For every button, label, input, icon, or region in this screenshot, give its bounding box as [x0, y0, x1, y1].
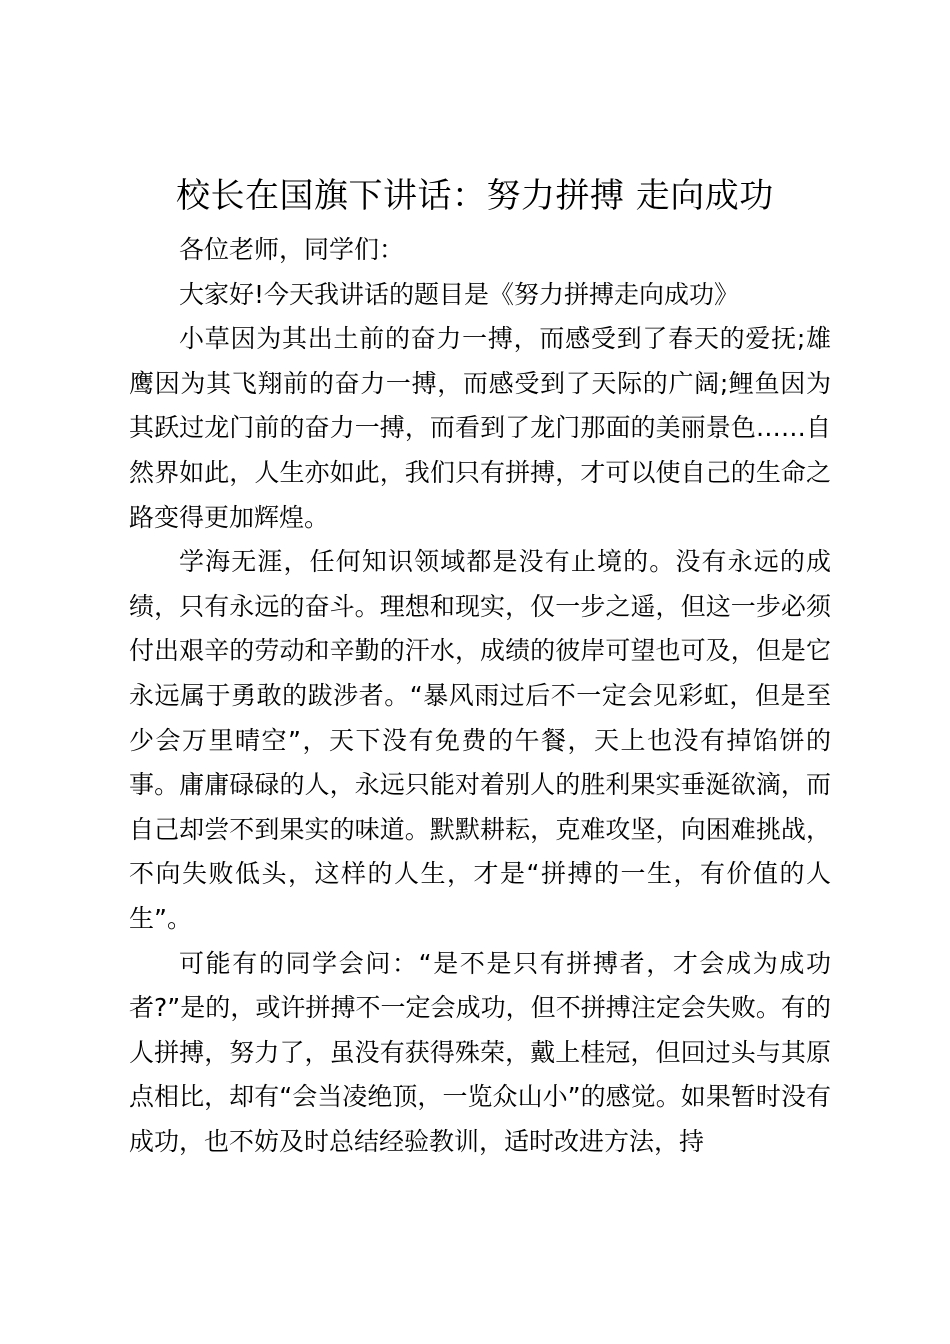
body-paragraph: 学海无涯，任何知识领域都是没有止境的。没有永远的成绩，只有永远的奋斗。理想和现实，仅一步之遥，但这一步必须付出艰辛的劳动和辛勤的汗水，成绩的彼岸可望也可及，但是它永远属于勇敢的跋涉者。“暴风雨过后不一定会见彩虹，但是至少会万里晴空”，天下没有免费的午餐，天上也没有掉馅饼的事。庸庸碌碌的人，永远只能对着别人的胜利果实垂涎欲滴，而自己却尝不到果实的味道。默默耕耘，克难攻坚，向困难挑战，不向失败低头，这样的人生，才是“拼搏的一生，有价值的人生”。 [129, 547, 831, 933]
greeting-paragraph: 大家好!今天我讲话的题目是《努力拼搏走向成功》 [179, 279, 740, 309]
body-paragraph: 可能有的同学会问：“是不是只有拼搏者，才会成为成功者?”是的，或许拼搏不一定会成功，但不拼搏注定会失败。有的人拼搏，努力了，虽没有获得殊荣，戴上桂冠，但回过头与其原点相比，却有“会当凌绝顶，一览众山小”的感觉。如果暂时没有成功，也不妨及时总结经验教训，适时改进方法，持 [129, 948, 831, 1156]
document-title: 校长在国旗下讲话：努力拼搏 走向成功 [176, 176, 774, 216]
document-body [129, 228, 831, 1164]
body-paragraph: 小草因为其出土前的奋力一搏，而感受到了春天的爱抚;雄鹰因为其飞翔前的奋力一搏，而感受到了天际的广阔;鲤鱼因为其跃过龙门前的奋力一搏，而看到了龙门那面的美丽景色……自然界如此，人生亦如此，我们只有拼搏，才可以使自己的生命之路变得更加辉煌。 [129, 324, 831, 532]
salutation: 各位老师，同学们： [179, 235, 405, 264]
